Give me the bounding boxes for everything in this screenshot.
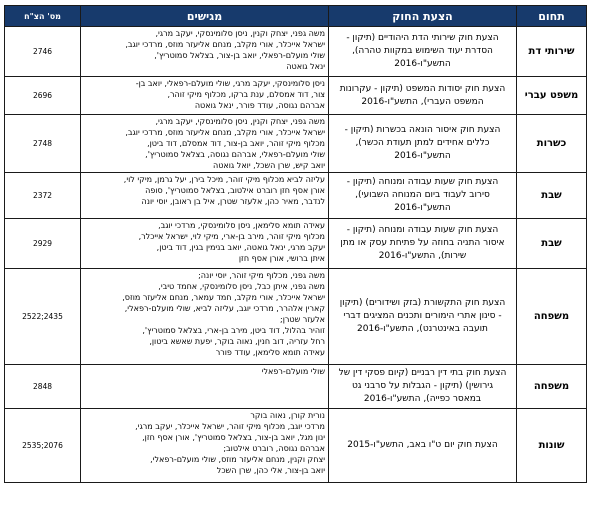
- proposal-line: התשע"ו-2016: [394, 203, 451, 213]
- table-row: [5, 409, 587, 483]
- field-cell: שבת: [517, 173, 587, 219]
- submitters-line: ינון מגל, יואב בן-צור, בצלאל סמוטריץ', אורן אסף חזן,: [142, 433, 325, 442]
- field-cell: משפט עברי: [517, 77, 587, 115]
- submitters-line: עאידה תומא סלימאן, עודד פורר: [215, 348, 325, 357]
- submitters-line: לנדבר, מאיר כהן, אלעזר שטרן, איל בן ראובן, יוסי יונה: [141, 197, 325, 206]
- table-row: [5, 269, 587, 365]
- header-submitters: מגישים: [81, 6, 329, 27]
- submitters-line: שולי מועלם-רפאלי, יואב בן-צור, בצלאל סמוטריץ',: [154, 51, 325, 60]
- header-field: תחום: [517, 6, 587, 27]
- submitters-line: אברהם נגוסה, רוברט אילטוב;: [223, 444, 325, 453]
- header-number: מס' הצ"ח: [5, 6, 81, 27]
- bill-number-cell: 2696: [5, 77, 81, 115]
- proposal-line: - סינון אתרי הימורים ותכנים המציגים דברי: [343, 311, 502, 321]
- submitters-line: מכלוף מיקי זוהר, יואב בן-צור, דוד אמסלם, דוד ביטן,: [147, 139, 325, 148]
- submitters-line: עליזה לביא מכלוף מיקי זוהר, מיכל בירן, יעל גרמן, מיקי לוי,: [123, 175, 325, 184]
- bill-number-cell: 2535;2076: [5, 409, 81, 483]
- proposal-line: הצעת חוק יום ט"ו באב, התשע"ו-2015: [347, 440, 498, 450]
- submitters-cell: [81, 77, 329, 115]
- submitters-line: מרדכי יוגב, מכלוף מיקי זוהר, ישראל אייכלר, יעקב מרגי,: [135, 422, 325, 431]
- proposal-line: הצעת חוק שירותי הדת היהודיים (תיקון -: [346, 33, 499, 43]
- submitters-line: יואב בן-צור, אלי כהן, שרן השכל: [216, 466, 325, 475]
- table-row: [5, 77, 587, 115]
- bills-table: [4, 5, 587, 483]
- field-cell: שבת: [517, 219, 587, 269]
- proposal-line: הצעת חוק בתי דין רבניים (קיום פסקי דין של: [338, 368, 507, 378]
- submitters-line: משה גפני, איתן כבל, ניסן סלומינסקי, אחמד טיבי,: [158, 282, 325, 291]
- proposal-line: הצעת חוק התקשורת (בזק ושידורים) (תיקון: [339, 298, 506, 308]
- submitters-cell: [81, 269, 329, 365]
- submitters-line: ישראל אייכלר, אורי מקלב, מנחם אליעזר מוזס, מרדכי יוגב,: [125, 128, 325, 137]
- submitters-line: משה גפני, מכלוף מיקי זוהר, יוסי יונה;: [198, 271, 325, 280]
- proposal-line: סירוב לעבוד ביום המנוחה השבועי),: [355, 190, 490, 200]
- proposal-line: התשע"ו-2016: [394, 59, 451, 69]
- bill-number-cell: 2929: [5, 219, 81, 269]
- field-cell: שונות: [517, 409, 587, 483]
- submitters-line: זוהיר בהלול, דוד ביטן, מירב בן-ארי, בצלאל סמוטריץ',: [142, 326, 325, 335]
- submitters-line: אורן אסף חזן רוברט אילטוב, בצלאל סמוטריץ', סופה: [145, 186, 325, 195]
- proposal-cell: [329, 173, 517, 219]
- submitters-line: שולי מועלם-רפאלי: [261, 367, 325, 376]
- submitters-cell: [81, 115, 329, 173]
- proposal-cell: [329, 409, 517, 483]
- table-body: [5, 27, 587, 483]
- bills-table-container: [4, 5, 586, 483]
- table-row: [5, 219, 587, 269]
- proposal-line: איסור התניה בחוזה על פתיחת עסק או מתן: [340, 238, 505, 248]
- submitters-line: ינאל גואטה: [286, 62, 325, 71]
- proposal-line: גירושין) (תיקון - הגבלות על סרבני גט: [351, 381, 494, 391]
- table-row: [5, 365, 587, 409]
- proposal-line: שירות), התשע"ו-2016: [378, 251, 467, 261]
- submitters-line: משה גפני, יצחק וקנין, ניסן סלומינסקי, יעקב מרגי,: [155, 117, 325, 126]
- submitters-line: נורית קורן, נאוה בוקר: [250, 411, 325, 420]
- submitters-line: שולי מועלם-רפאלי, אברהם נגוסה, בצלאל סמוטריץ',: [145, 150, 325, 159]
- submitters-line: מכלוף מיקי זוהר, מירב בן-ארי, מיקי לוי, ישראל אייכלר,: [138, 232, 325, 241]
- proposal-line: תועבה באינטרנט), התשע"ו-2016: [357, 324, 488, 334]
- submitters-cell: [81, 27, 329, 77]
- submitters-line: עאידה תומא סלימאן, ניסן סלומינסקי, מרדכי יוגב,: [158, 221, 325, 230]
- bill-number-cell: 2848: [5, 365, 81, 409]
- proposal-line: הסדרת יעוד השימוש במקוות טהרה),: [352, 46, 493, 56]
- proposal-cell: [329, 115, 517, 173]
- proposal-line: כללים אחידים למתן תעודת הכשר),: [355, 138, 490, 148]
- table-row: [5, 27, 587, 77]
- field-cell: משפחה: [517, 365, 587, 409]
- submitters-cell: [81, 219, 329, 269]
- proposal-cell: [329, 269, 517, 365]
- submitters-line: משה גפני, יצחק וקנין, ניסן סלומינסקי, יעקב מרגי,: [155, 29, 325, 38]
- proposal-cell: [329, 27, 517, 77]
- submitters-line: ישראל אייכלר, אורי מקלב, חמד עמאר, מנחם אליעזר מוזס,: [122, 293, 325, 302]
- submitters-cell: [81, 365, 329, 409]
- proposal-line: הצעת חוק שעות עבודה ומנוחה (תיקון -: [346, 225, 499, 235]
- proposal-line: התשע"ו-2016: [394, 151, 451, 161]
- proposal-line: הצעת חוק יסודות המשפט (תיקון - עקרונות: [339, 83, 506, 94]
- table-row: [5, 115, 587, 173]
- header-proposal: הצעת החוק: [329, 6, 517, 27]
- bill-number-cell: 2748: [5, 115, 81, 173]
- proposal-line: במאסר כפייה), התשע"ו-2016: [363, 394, 482, 404]
- bill-number-cell: 2746: [5, 27, 81, 77]
- submitters-line: ניסן סלומינסקי, יעקב מרגי, שולי מועלם-רפאלי, יואב בן-: [135, 79, 325, 88]
- submitters-line: קארין אלהרר, מרדכי יוגב, עליזה לביא, שולי מועלם-רפאלי,: [124, 304, 325, 313]
- proposal-line: הצעת חוק איסור הונאה בכשרות (תיקון -: [344, 125, 501, 135]
- submitters-line: יואב קיש, שרן השכל, יואל גואטה: [212, 161, 325, 170]
- proposal-line: הצעת חוק שעות עבודה ומנוחה (תיקון -: [346, 177, 499, 187]
- submitters-line: ישראל אייכלר, אורי מקלב, מנחם אליעזר מוזס, מרדכי יוגב,: [125, 40, 325, 49]
- proposal-cell: [329, 77, 517, 115]
- submitters-cell: [81, 409, 329, 483]
- field-cell: כשרות: [517, 115, 587, 173]
- submitters-line: יעקב מרגי, ינאל גואטה, יואב בנימין בגין, דוד ביטן,: [156, 243, 325, 252]
- proposal-cell: [329, 219, 517, 269]
- field-cell: שירותי דת: [517, 27, 587, 77]
- submitters-line: יצחק וקנין, מנחם אליעזר מוזס, שולי מועלם-רפאלי,: [150, 455, 325, 464]
- bill-number-cell: 2522;2435: [5, 269, 81, 365]
- proposal-cell: [329, 365, 517, 409]
- proposal-line: המשפט העברי), התשע"ו-2016: [361, 96, 484, 107]
- submitters-cell: [81, 173, 329, 219]
- submitters-line: אברהם נגוסה, עודד פורר, ינאל גואטה: [194, 101, 325, 110]
- bill-number-cell: 2372: [5, 173, 81, 219]
- submitters-line: צור, דוד אמסלם, ענת ברקו, מכלוף מיקי זוהר,: [167, 90, 325, 99]
- submitters-line: אלעזר שטרן;: [280, 315, 325, 324]
- field-cell: משפחה: [517, 269, 587, 365]
- submitters-line: איתן ברושי, אורן אסף חזן: [238, 254, 325, 263]
- table-header-row: [5, 6, 587, 27]
- table-row: [5, 173, 587, 219]
- submitters-line: רחל עזריה, דוב חנין, נאוה בוקר, יפעת שאשא ביטון,: [149, 337, 325, 346]
